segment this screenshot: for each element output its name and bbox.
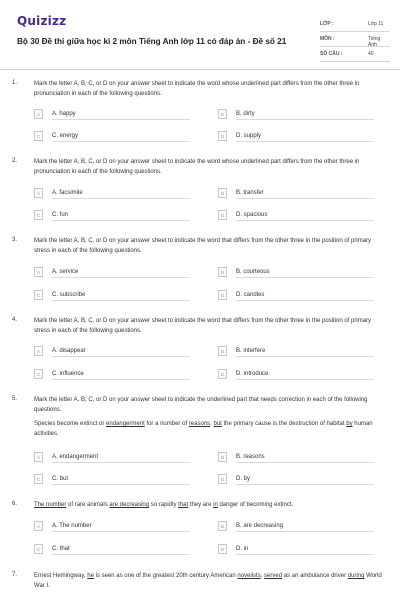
option-text: C. influence: [52, 370, 84, 377]
option-text: A. disappear: [52, 347, 86, 354]
option-text: B. interfere: [236, 347, 266, 354]
option-text: A. happy: [52, 110, 76, 117]
option-text: B. are decreasing: [236, 522, 284, 529]
question-4: [12, 317, 388, 379]
text-segment: Ernest Hemingway,: [34, 573, 88, 579]
text-segment: as an ambulance driver: [282, 573, 348, 579]
option-letter-box: A: [34, 521, 43, 531]
option-letter-box: D: [218, 210, 227, 220]
option-underline: [52, 554, 190, 555]
text-segment: the primary cause is the destruction of habitat: [221, 421, 347, 427]
option-underline: [236, 462, 374, 463]
option-text: D. supply: [236, 132, 262, 139]
text-segment: of rare animals: [66, 502, 110, 508]
text-segment: human activities.: [34, 421, 373, 437]
option-underline: [52, 484, 190, 485]
question-number: 3.: [12, 237, 18, 243]
option-letter-box: B: [218, 109, 227, 119]
header-divider: [0, 69, 400, 70]
option-letter-box: C: [34, 210, 43, 220]
option-underline: [236, 300, 374, 301]
option-underline: [52, 277, 190, 278]
option-text: A. service: [52, 268, 79, 275]
option-underline: [236, 141, 374, 142]
option-letter-box: D: [218, 544, 227, 554]
option-underline: [52, 462, 190, 463]
option-text: A. The number: [52, 522, 92, 529]
question-passage: [34, 420, 382, 439]
option-underline: [236, 531, 374, 532]
question-text: [34, 572, 382, 591]
meta-label: LỚP :: [320, 21, 334, 27]
question-7: [12, 572, 388, 598]
option-letter-box: D: [218, 131, 227, 141]
option-underline: [52, 356, 190, 357]
option-underline: [236, 356, 374, 357]
underlined-segment: in: [213, 502, 218, 508]
option-text: B. courteous: [236, 268, 270, 275]
option-text: B. transfer: [236, 189, 264, 196]
option-underline: [236, 277, 374, 278]
question-number: 1.: [12, 80, 18, 86]
underlined-segment: are decreasing: [109, 502, 150, 508]
option-underline: [236, 484, 374, 485]
option-underline: [236, 220, 374, 221]
question-text: Mark the letter A, B, C, or D on your answer sheet to indicate the underlined part that needs correction in each of the following questions.: [34, 397, 368, 413]
option-text: C. energy: [52, 132, 79, 139]
question-1: [12, 80, 388, 142]
underlined-segment: reasons: [188, 421, 211, 427]
question-text: Mark the letter A, B, C, or D on your answer sheet to indicate the word whose underlined part differs from the other three in pronunciation in each of the following questions.: [34, 81, 360, 97]
underlined-segment: that: [178, 502, 189, 508]
option-letter-box: A: [34, 452, 43, 462]
option-underline: [52, 300, 190, 301]
question-number: 6.: [12, 501, 18, 507]
question-2: [12, 158, 388, 220]
quizizz-logo: Quizizz: [17, 14, 67, 28]
question-number: 4.: [12, 317, 18, 323]
option-letter-box: C: [34, 474, 43, 484]
underlined-segment: served: [264, 573, 283, 579]
option-letter-box: C: [34, 369, 43, 379]
text-segment: for a number of: [144, 421, 189, 427]
option-underline: [52, 531, 190, 532]
document-header: [12, 8, 388, 62]
question-text: Mark the letter A, B, C, or D on your answer sheet to indicate the word that differs from the other three in the position of primary stress in each of the following questions.: [34, 318, 372, 334]
option-letter-box: C: [34, 544, 43, 554]
option-underline: [236, 198, 374, 199]
document-title: Bộ 30 Đề thi giữa học kì 2 môn Tiếng Anh lớp 11 có đáp án - Đề số 21: [17, 37, 287, 46]
option-letter-box: A: [34, 346, 43, 356]
option-letter-box: B: [218, 521, 227, 531]
option-letter-box: B: [218, 188, 227, 198]
option-letter-box: B: [218, 267, 227, 277]
text-segment: so rapidly: [149, 502, 179, 508]
meta-value: Lớp 11: [368, 21, 384, 27]
option-underline: [52, 379, 190, 380]
option-text: D. spacious: [236, 211, 268, 218]
text-segment: is seen as one of the greatest 20th century American: [93, 573, 238, 579]
option-underline: [236, 554, 374, 555]
meta-row-grade: [320, 17, 390, 32]
meta-label: MÔN :: [320, 36, 335, 42]
option-text: A. facsimile: [52, 189, 83, 196]
option-text: B. reasons: [236, 453, 265, 460]
option-letter-box: C: [34, 131, 43, 141]
meta-label: SỐ CÂU :: [320, 51, 343, 57]
underlined-segment: endangerment: [106, 421, 145, 427]
option-text: D. introduce: [236, 370, 269, 377]
option-letter-box: D: [218, 290, 227, 300]
text-segment: ,: [210, 421, 214, 427]
question-5: [12, 396, 388, 488]
meta-row-count: [320, 47, 390, 62]
option-text: C. fun: [52, 211, 69, 218]
underlined-segment: by: [346, 421, 353, 427]
question-text: Mark the letter A, B, C, or D on your answer sheet to indicate the word that differs from the other three in the position of primary stress in each of the following questions.: [34, 238, 372, 254]
option-text: D. by: [236, 475, 251, 482]
option-underline: [236, 379, 374, 380]
option-letter-box: A: [34, 267, 43, 277]
question-3: [12, 237, 388, 299]
option-text: C. that: [52, 545, 70, 552]
option-letter-box: B: [218, 452, 227, 462]
option-text: B. dirty: [236, 110, 255, 117]
meta-row-subject: [320, 32, 390, 47]
option-underline: [52, 119, 190, 120]
underlined-segment: The number: [34, 502, 67, 508]
text-segment: danger of becoming extinct.: [217, 502, 294, 508]
question-number: 7.: [12, 572, 18, 578]
underlined-segment: he: [87, 573, 94, 579]
meta-value: 40: [368, 51, 374, 57]
option-underline: [52, 141, 190, 142]
option-underline: [236, 119, 374, 120]
option-letter-box: D: [218, 474, 227, 484]
option-letter-box: A: [34, 109, 43, 119]
option-letter-box: D: [218, 369, 227, 379]
meta-table: [320, 17, 390, 62]
option-underline: [52, 220, 190, 221]
option-text: A. endangerment: [52, 453, 99, 460]
question-number: 2.: [12, 158, 18, 164]
text-segment: World War I.: [34, 573, 382, 589]
option-text: C. but: [52, 475, 69, 482]
text-segment: they are: [188, 502, 214, 508]
option-letter-box: A: [34, 188, 43, 198]
option-text: C. subscribe: [52, 291, 86, 298]
option-letter-box: B: [218, 346, 227, 356]
option-text: D. candles: [236, 291, 265, 298]
text-segment: ,: [260, 573, 265, 579]
option-underline: [52, 198, 190, 199]
question-text: Mark the letter A, B, C, or D on your answer sheet to indicate the word whose underlined part differs from the other three in pronunciation in each of the following questions.: [34, 159, 360, 175]
question-6: [12, 501, 388, 561]
question-text: [34, 501, 382, 511]
meta-value: Tiếng Anh: [368, 36, 381, 48]
option-text: D. in: [236, 545, 249, 552]
underlined-segment: novelists: [237, 573, 261, 579]
text-segment: Species become extinct or: [34, 421, 107, 427]
underlined-segment: during: [347, 573, 365, 579]
option-letter-box: C: [34, 290, 43, 300]
question-number: 5.: [12, 396, 18, 402]
underlined-segment: but: [213, 421, 222, 427]
